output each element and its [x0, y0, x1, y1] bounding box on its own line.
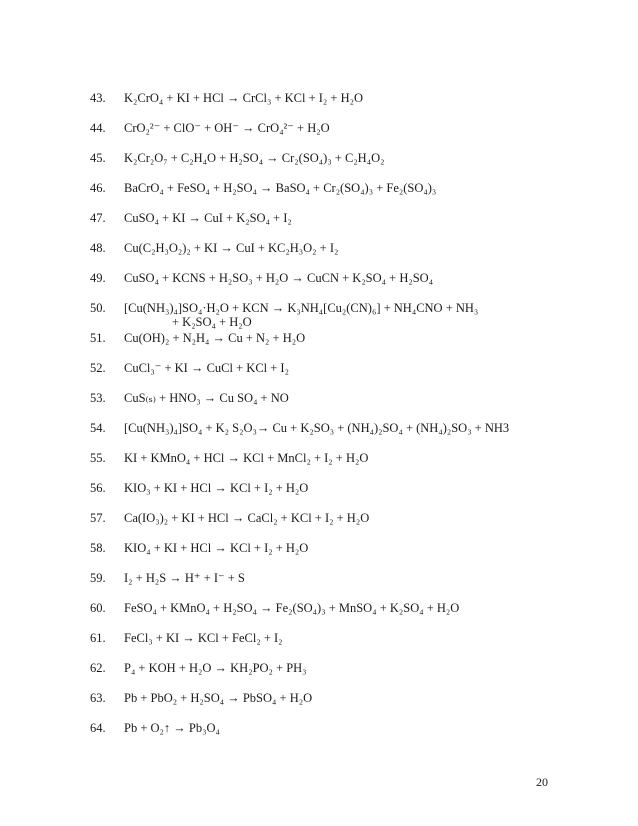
equation-text: I₂ + H₂S → H⁺ + I⁻ + S — [124, 571, 245, 585]
equation-text: P₄ + KOH + H₂O → KH₂PO₂ + PH₃ — [124, 661, 307, 675]
equation-number: 56. — [90, 481, 106, 495]
equation-text: FeCl₃ + KI → KCl + FeCl₂ + I₂ — [124, 631, 283, 645]
equation-number: 52. — [90, 361, 106, 375]
equation-number: 57. — [90, 511, 106, 525]
equation-row-64 — [90, 721, 220, 735]
equation-number: 59. — [90, 571, 106, 585]
equation-text: CuS₍ₛ₎ + HNO₃ → Cu SO₄ + NO — [124, 391, 289, 405]
equation-text: [Cu(NH₃)₄]SO₄ + K₂ S₂O₃→ Cu + K₂SO₃ + (NH₄)₂SO₄ + (NH₄)₂SO₃ + NH3 — [124, 421, 510, 435]
equation-text: CuSO₄ + KI → CuI + K₂SO₄ + I₂ — [124, 211, 292, 225]
equation-number: 47. — [90, 211, 106, 225]
equation-row-43 — [90, 91, 363, 105]
equation-number: 53. — [90, 391, 106, 405]
equation-number: 44. — [90, 121, 106, 135]
equation-row-63 — [90, 691, 312, 705]
equation-text: CuSO₄ + KCNS + H₂SO₃ + H₂O → CuCN + K₂SO₄ + H₂SO₄ — [124, 271, 434, 285]
equation-row-47 — [90, 211, 292, 225]
equation-row-60 — [90, 601, 459, 615]
page-number: 20 — [536, 775, 548, 789]
equation-number: 62. — [90, 661, 106, 675]
equation-row-61 — [90, 631, 283, 645]
equation-number: 45. — [90, 151, 106, 165]
equation-row-50 — [90, 301, 478, 315]
equation-row-49 — [90, 271, 433, 285]
equation-number: 64. — [90, 721, 106, 735]
equation-number: 51. — [90, 331, 106, 345]
equation-row-59 — [90, 571, 245, 585]
equation-number: 63. — [90, 691, 106, 705]
equation-number: 58. — [90, 541, 106, 555]
equation-row-54 — [90, 421, 509, 435]
equation-text: FeSO₄ + KMnO₄ + H₂SO₄ → Fe₂(SO₄)₃ + MnSO₄ + K₂SO₄ + H₂O — [124, 601, 460, 615]
equation-row-48 — [90, 241, 338, 255]
equation-number: 61. — [90, 631, 106, 645]
equation-row-45 — [90, 151, 384, 165]
equation-text: CuCl₃⁻ + KI → CuCl + KCl + I₂ — [124, 361, 289, 375]
equation-number: 60. — [90, 601, 106, 615]
equation-text: KIO₄ + KI + HCl → KCl + I₂ + H₂O — [124, 541, 309, 555]
equation-number: 46. — [90, 181, 106, 195]
equation-row-55 — [90, 451, 368, 465]
equation-text: K₂CrO₄ + KI + HCl → CrCl₃ + KCl + I₂ + H₂O — [124, 91, 363, 105]
equation-row-51 — [90, 331, 305, 345]
equation-number: 50. — [90, 301, 106, 315]
equation-row-52 — [90, 361, 289, 375]
equation-number: 49. — [90, 271, 106, 285]
equation-text: K₂Cr₂O₇ + C₂H₄O + H₂SO₄ → Cr₂(SO₄)₃ + C₂H₄O₂ — [124, 151, 385, 165]
equation-row-58 — [90, 541, 308, 555]
equation-text: CrO₂²⁻ + ClO⁻ + OH⁻ → CrO₄²⁻ + H₂O — [124, 121, 330, 135]
equation-text: KI + KMnO₄ + HCl → KCl + MnCl₂ + I₂ + H₂O — [124, 451, 369, 465]
equation-row-62 — [90, 661, 307, 675]
equation-row-50-continuation: + K₂SO₄ + H₂O — [172, 315, 252, 329]
equation-text: KIO₃ + KI + HCl → KCl + I₂ + H₂O — [124, 481, 309, 495]
equation-number: 55. — [90, 451, 106, 465]
equation-row-53 — [90, 391, 289, 405]
equation-text: BaCrO₄ + FeSO₄ + H₂SO₄ → BaSO₄ + Cr₂(SO₄)₃ + Fe₂(SO₄)₃ — [124, 181, 437, 195]
equation-text: Pb + O₂↑ → Pb₃O₄ — [124, 721, 220, 735]
equation-row-56 — [90, 481, 308, 495]
equation-number: 43. — [90, 91, 106, 105]
equation-text: Pb + PbO₂ + H₂SO₄ → PbSO₄ + H₂O — [124, 691, 313, 705]
equation-text: Cu(C₂H₃O₂)₂ + KI → CuI + KC₂H₃O₂ + I₂ — [124, 241, 339, 255]
equation-number: 48. — [90, 241, 106, 255]
equation-number: 54. — [90, 421, 106, 435]
equation-text: [Cu(NH₃)₄]SO₄·H₂O + KCN → K₃NH₄[Cu₂(CN)₆] + NH₄CNO + NH₃ — [124, 301, 479, 315]
equation-text: Ca(IO₃)₂ + KI + HCl → CaCl₂ + KCl + I₂ + H₂O — [124, 511, 370, 525]
equation-text: Cu(OH)₂ + N₂H₄ → Cu + N₂ + H₂O — [124, 331, 306, 345]
equation-row-46 — [90, 181, 436, 195]
equation-row-44 — [90, 121, 330, 135]
equation-row-57 — [90, 511, 369, 525]
